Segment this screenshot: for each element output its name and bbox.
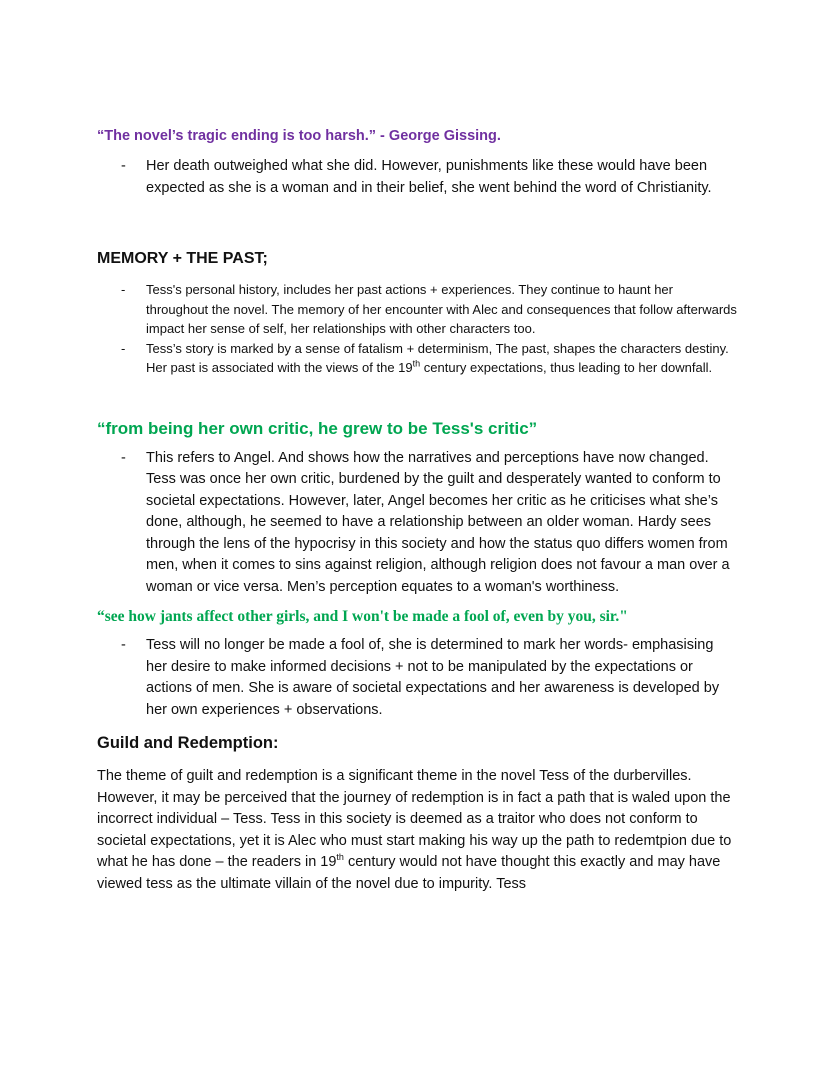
- bullet-text: Her death outweighed what she did. However, punishments like these would have been expected as she is a woman and in their belief, she went behind the word of Christianity.: [146, 158, 712, 196]
- list-item: [97, 635, 737, 721]
- bullet-dash: -: [121, 282, 126, 297]
- bullet-dash: -: [121, 340, 126, 356]
- guild-paragraph: The theme of guilt and redemption is a significant theme in the novel Tess of the durbervilles. However, it may be perceived that the journey of redemption is in fact a path that is waled upon the incorrect individual – Tess. Tess in this society is deemed as a traitor who does not conform to societal expectations, yet it is Alec who must start making his way up the path to redemtpion due to what he has done – the readers in 19th century would not have thought this exactly and may have viewed tess as the ultimate villain of the novel due to impurity. Tess: [97, 768, 732, 892]
- bullet-text: This refers to Angel. And shows how the narratives and perceptions have now changed. Tess was once her own critic, burdened by the guilt and desperately wanted to conform to societal expectations. However, later, Angel becomes her critic as he criticises what she’s done, although, he seemed to have a relationship between an older woman. Hardy sees through the lens of the hypocrisy in this society and how the status quo differs women from men, when it comes to sins against religion, although religion does not favour a man over a woman or vice versa. Men’s perception equates to a woman's worthiness.: [146, 449, 730, 595]
- bullet-dash: -: [121, 449, 126, 466]
- list-item: [97, 339, 737, 378]
- bullet-dash: -: [121, 158, 126, 174]
- section-heading-memory: MEMORY + THE PAST;: [97, 250, 268, 267]
- list-item: [97, 448, 737, 599]
- gissing-quote: “The novel’s tragic ending is too harsh.” - George Gissing.: [97, 128, 501, 144]
- bullet-text: Tess will no longer be made a fool of, she is determined to mark her words- emphasising her desire to make informed decisions + not to be manipulated by the expectations or actions of men. She is aware of societal expectations and her awareness is developed by her own experiences + observations.: [146, 637, 720, 718]
- bullet-text: Tess's personal history, includes her past actions + experiences. They continue to haunt her throughout the novel. The memory of her encounter with Alec and consequences that follow afterwards impact her sense of self, her relationships with other characters too.: [146, 282, 737, 336]
- bullet-text: Tess’s story is marked by a sense of fatalism + determinism, The past, shapes the characters destiny. Her past is associated with the views of the 19th century expectations, thus leading to her downfall.: [146, 340, 729, 375]
- jants-quote: “see how jants affect other girls, and I won't be made a fool of, even by you, sir.": [97, 608, 628, 625]
- memory-list: [97, 280, 737, 378]
- section-heading-guild: Guild and Redemption:: [97, 734, 279, 752]
- list-item: [97, 280, 737, 339]
- list-item: [97, 156, 737, 199]
- document-page: [97, 126, 737, 895]
- bullet-dash: -: [121, 637, 126, 653]
- critic-quote: “from being her own critic, he grew to be Tess's critic”: [97, 418, 538, 438]
